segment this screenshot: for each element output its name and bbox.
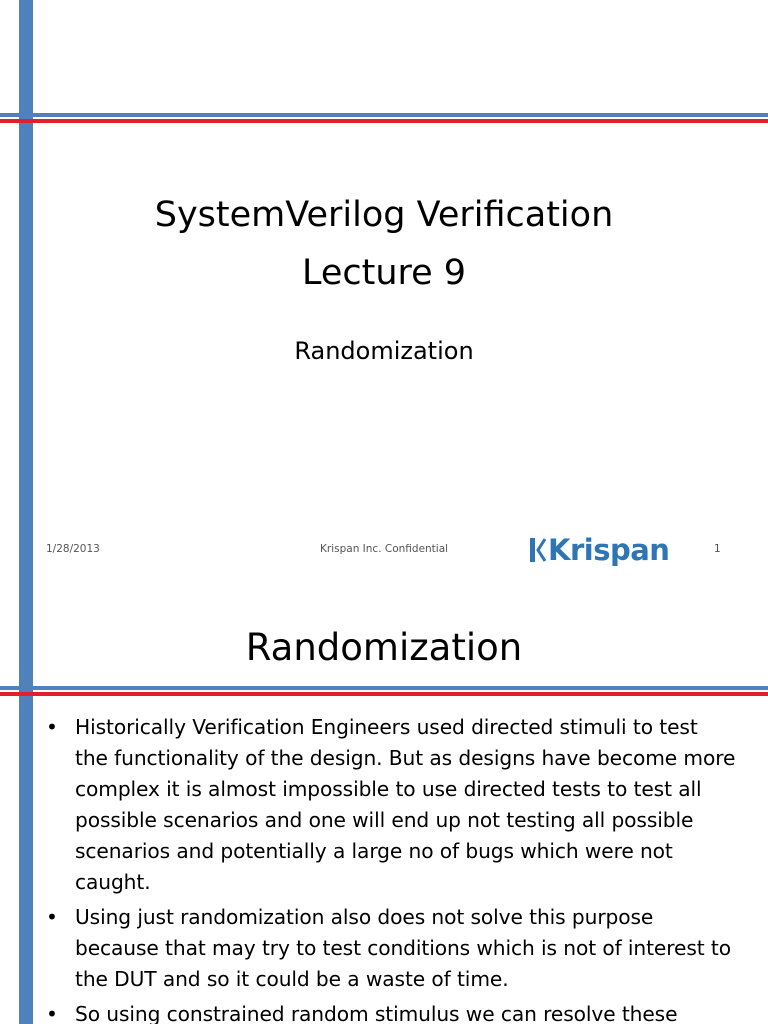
bullet-list (46, 712, 736, 1024)
krispan-logo-text: Krispan (548, 533, 670, 567)
slide-subtitle: Randomization (294, 337, 474, 365)
bullet-icon: • (46, 715, 58, 739)
slide-footer (0, 533, 768, 567)
header-rule-red (0, 692, 768, 696)
krispan-logo (530, 533, 669, 567)
slide-title (0, 186, 768, 302)
footer-date: 1/28/2013 (46, 543, 100, 555)
bullet-item (46, 712, 736, 898)
footer-page-number: 1 (714, 543, 721, 555)
slide-2 (0, 590, 768, 1024)
header-rule-red (0, 119, 768, 123)
bullet-item (46, 902, 736, 995)
slide-title: Randomization (245, 626, 523, 669)
bullet-text: Using just randomization also does not solve this purpose because that may try to test conditions which is not of interest to the DUT and so it could be a waste of time. (75, 905, 731, 991)
bullet-icon: • (46, 1002, 58, 1024)
krispan-logo-mark-icon (530, 537, 546, 563)
bullet-text: Historically Verification Engineers used directed stimuli to test the functionality of the design. But as designs have become more complex it is almost impossible to use directed tests to test all possible scenarios and one will end up not testing all possible scenarios and potentially a large no of bugs which were not caught. (75, 715, 736, 894)
bullet-item (46, 999, 736, 1024)
footer-confidential: Krispan Inc. Confidential (320, 543, 449, 555)
header-rule (0, 686, 768, 696)
slide-title-line-1: SystemVerilog Verification (154, 195, 614, 235)
header-rule (0, 113, 768, 123)
bullet-icon: • (46, 905, 58, 929)
header-rule-blue (0, 113, 768, 117)
header-rule-blue (0, 686, 768, 690)
bullet-text: So using constrained random stimulus we can resolve these (75, 1002, 678, 1024)
slide-title-line-2: Lecture 9 (301, 253, 467, 293)
